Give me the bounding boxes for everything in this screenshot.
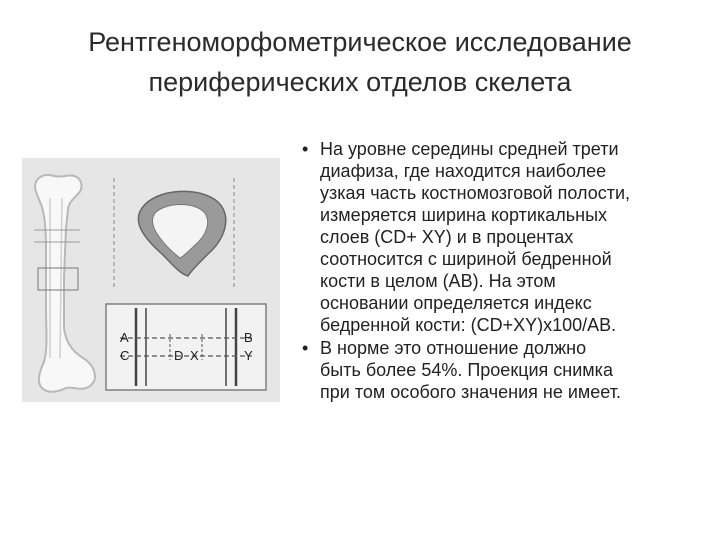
- bullet-line: На уровне середины средней трети: [320, 139, 619, 159]
- femur-diagram-svg: [22, 158, 280, 402]
- bullet-list: [302, 138, 702, 404]
- bullet-line: диафиза, где находится наиболее: [320, 161, 607, 181]
- femur-figure: [22, 158, 280, 402]
- label-d: D: [174, 348, 184, 363]
- bullet-line: бедренной кости: (CD+XY)x100/AB.: [320, 315, 617, 335]
- measurement-diagram-icon: [106, 304, 266, 390]
- bullet-line: при том особого значения не имеет.: [320, 382, 621, 402]
- slide-title: [0, 22, 720, 102]
- label-a: A: [120, 330, 129, 345]
- title-line-1: Рентгеноморфометрическое исследование: [88, 27, 632, 57]
- bullet-marker: •: [302, 338, 309, 358]
- bullet-line: соотносится с шириной бедренной: [320, 249, 612, 269]
- bullet-line: узкая часть костномозговой полости,: [320, 183, 630, 203]
- bullet-line: В норме это отношение должно: [320, 338, 587, 358]
- bullet-line: кости в целом (АВ). На этом: [320, 271, 556, 291]
- bullet-item-1: [302, 138, 702, 336]
- label-x: X: [190, 348, 199, 363]
- bullet-line: быть более 54%. Проекция снимка: [320, 360, 613, 380]
- bullet-line: измеряется ширина кортикальных: [320, 205, 608, 225]
- label-y: Y: [244, 348, 253, 363]
- bullet-line: слоев (CD+ XY) и в процентах: [320, 227, 574, 247]
- bullet-line: основании определяется индекс: [320, 293, 592, 313]
- title-line-2: периферических отделов скелета: [148, 67, 572, 97]
- label-c: C: [120, 348, 130, 363]
- bullet-item-2: [302, 337, 702, 403]
- bullet-marker: •: [302, 139, 309, 159]
- label-b: B: [244, 330, 253, 345]
